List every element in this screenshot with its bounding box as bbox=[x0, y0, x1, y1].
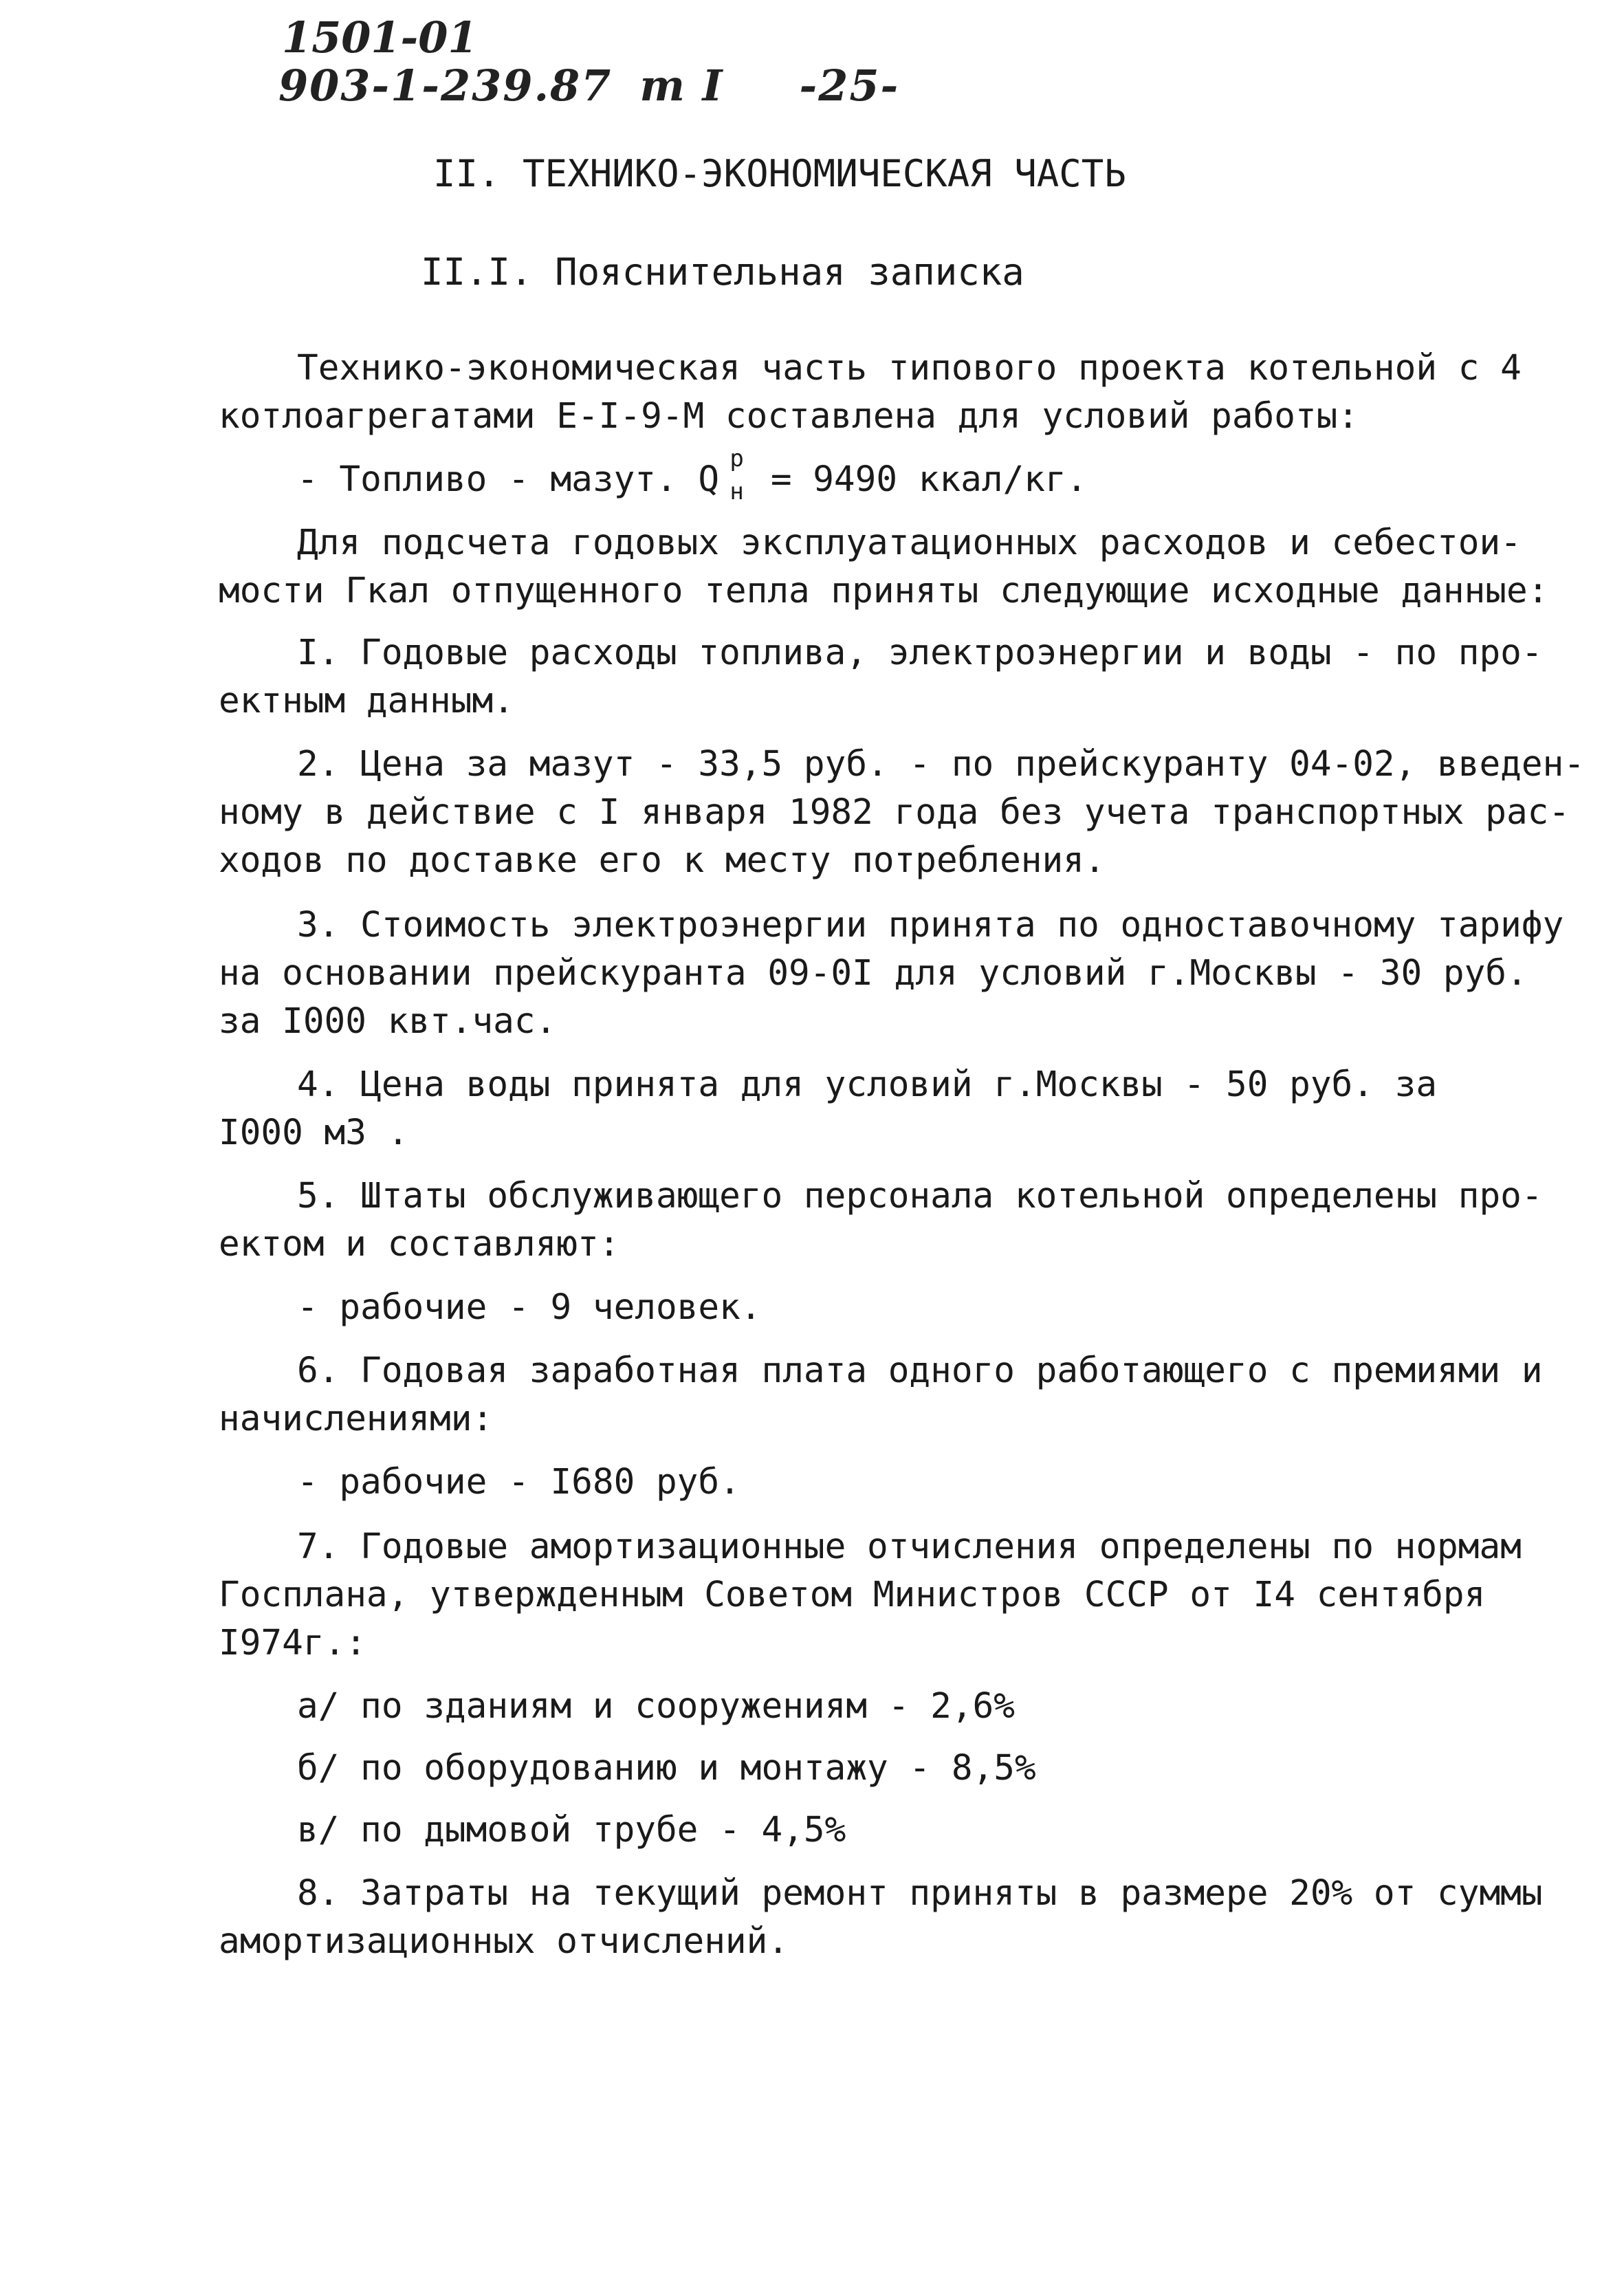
item-2-line-2: ному в действие с I января 1982 года без учета транспортных рас- bbox=[219, 792, 1570, 833]
item-3-line-3: за I000 квт.час. bbox=[219, 1001, 557, 1042]
fuel-suffix: = 9490 ккал/кг. bbox=[749, 459, 1088, 500]
item-7-subitem-a: а/ по зданиям и сооружениям - 2,6% bbox=[297, 1686, 1015, 1727]
doc-code-series: 903-1-239.87 bbox=[278, 61, 613, 111]
item-8-line-2: амортизационных отчислений. bbox=[219, 1921, 789, 1962]
item-6-line-1: 6. Годовая заработная плата одного работающего с премиями и bbox=[297, 1351, 1543, 1391]
item-7-subitem-c: в/ по дымовой трубе - 4,5% bbox=[297, 1810, 846, 1850]
item-3-line-1: 3. Стоимость электроэнергии принята по одноставочному тарифу bbox=[297, 905, 1564, 945]
item-4-line-1: 4. Цена воды принята для условий г.Москвы - 50 руб. за bbox=[297, 1064, 1438, 1105]
item-7-subitem-b: б/ по оборудованию и монтажу - 8,5% bbox=[297, 1748, 1036, 1789]
item-1-line-2: ектным данным. bbox=[219, 681, 514, 721]
heat-value-q: Q bbox=[698, 459, 720, 500]
item-6-line-2: начислениями: bbox=[219, 1399, 494, 1439]
basis-line-2: мости Гкал отпущенного тепла приняты следующие исходные данные: bbox=[219, 571, 1549, 611]
basis-line-1: Для подсчета годовых эксплуатационных расходов и себестои- bbox=[297, 523, 1522, 563]
item-2-line-3: ходов по доставке его к месту потребления. bbox=[219, 840, 1106, 881]
section-subtitle: II.I. Пояснительная записка bbox=[421, 250, 1024, 294]
item-6-line-3: - рабочие - I680 руб. bbox=[297, 1462, 740, 1502]
intro-line-1: Технико-экономическая часть типового проекта котельной с 4 bbox=[297, 348, 1522, 389]
item-4-line-2: I000 м3 . bbox=[219, 1113, 409, 1153]
item-5-line-1: 5. Штаты обслуживающего персонала котельной определены про- bbox=[297, 1176, 1543, 1216]
heat-value-sup: р bbox=[729, 445, 744, 472]
heat-value-symbol bbox=[698, 445, 749, 505]
fuel-line bbox=[297, 445, 1088, 505]
section-title: II. ТЕХНИКО-ЭКОНОМИЧЕСКАЯ ЧАСТЬ bbox=[433, 152, 1126, 195]
page-number: -25- bbox=[799, 61, 900, 111]
doc-code-volume: т I bbox=[639, 61, 724, 111]
item-1-line-1: I. Годовые расходы топлива, электроэнергии и воды - по про- bbox=[297, 633, 1543, 673]
doc-code-1: 1501-01 bbox=[282, 12, 478, 63]
item-5-line-3: - рабочие - 9 человек. bbox=[297, 1287, 762, 1328]
doc-code-2 bbox=[278, 61, 899, 111]
item-7-line-1: 7. Годовые амортизационные отчисления определены по нормам bbox=[297, 1527, 1522, 1567]
item-8-line-1: 8. Затраты на текущий ремонт приняты в размере 20% от суммы bbox=[297, 1873, 1543, 1914]
item-3-line-2: на основании прейскуранта 09-0I для условий г.Москвы - 30 руб. bbox=[219, 953, 1528, 994]
item-5-line-2: ектом и составляют: bbox=[219, 1224, 620, 1265]
fuel-prefix: - Топливо - мазут. bbox=[297, 459, 699, 500]
item-7-line-2: Госплана, утвержденным Советом Министров СССР от I4 сентября bbox=[219, 1575, 1486, 1615]
item-7-line-3: I974г.: bbox=[219, 1623, 366, 1663]
intro-line-2: котлоагрегатами Е-I-9-М составлена для условий работы: bbox=[219, 396, 1359, 437]
item-2-line-1: 2. Цена за мазут - 33,5 руб. - по прейскуранту 04-02, введен- bbox=[297, 744, 1585, 785]
heat-value-sub: н bbox=[729, 478, 744, 505]
